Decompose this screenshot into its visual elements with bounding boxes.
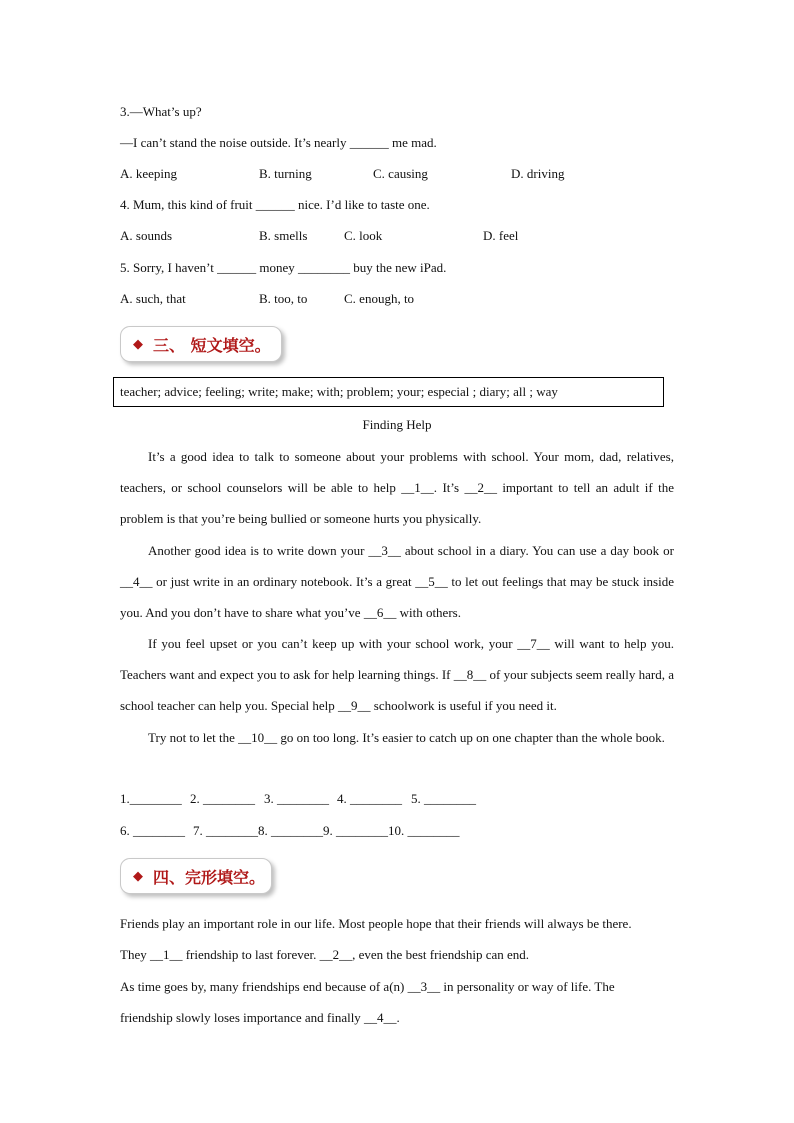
section4-header-text: 四、完形填空。 bbox=[153, 867, 266, 887]
answer-blank-3: 3. ________ bbox=[264, 791, 329, 806]
q4-line: 4. Mum, this kind of fruit ______ nice. I’d like to taste one. bbox=[120, 197, 430, 212]
q4-option-d: D. feel bbox=[483, 228, 519, 243]
q3-option-a: A. keeping bbox=[120, 166, 178, 181]
cloze-line-2: They __1__ friendship to last forever. __2__, even the best friendship can end. bbox=[120, 947, 530, 962]
q4-option-c: C. look bbox=[344, 228, 383, 243]
answer-blank-1: 1.________ bbox=[120, 791, 182, 806]
diamond-icon: ◆ bbox=[133, 868, 143, 883]
q5-option-b: B. too, to bbox=[259, 291, 308, 306]
q5-option-a: A. such, that bbox=[120, 291, 186, 306]
q5-line: 5. Sorry, I haven’t ______ money ________ buy the new iPad. bbox=[120, 260, 447, 275]
q5-option-c: C. enough, to bbox=[344, 291, 415, 306]
paragraph-2-text: Another good idea is to write down your __3__ about school in a diary. You can use a day book or __4__ or just write in an ordinary notebook. It’s a great __5__ to let out feelings that may be stuck inside you. And you don’t have to share what you’ve __6__ with others. bbox=[120, 543, 674, 621]
section3-header-text: 三、 短文填空。 bbox=[153, 335, 271, 355]
word-bank: teacher; advice; feeling; write; make; with; problem; your; especial ; diary; all ; way bbox=[113, 377, 664, 407]
paragraph-1-text: It’s a good idea to talk to someone about your problems with school. Your mom, dad, relatives, teachers, or school counselors will be able to help __1__. It’s __2__ important to tell an adult if the problem is that you’re being bullied or someone hurts you physically. bbox=[120, 449, 674, 527]
paragraph-3 bbox=[120, 628, 674, 722]
section4-header bbox=[120, 858, 272, 894]
q3-line2: —I can’t stand the noise outside. It’s nearly ______ me mad. bbox=[120, 135, 437, 150]
paragraph-1 bbox=[120, 441, 674, 535]
section3-header bbox=[120, 326, 282, 362]
answer-blank-4: 4. ________ bbox=[337, 791, 402, 806]
cloze-line-1: Friends play an important role in our life. Most people hope that their friends will always be there. bbox=[120, 916, 632, 931]
q3-line1: 3.—What’s up? bbox=[120, 104, 202, 119]
paragraph-4-text: Try not to let the __10__ go on too long. It’s easier to catch up on one chapter than the whole book. bbox=[148, 730, 665, 745]
q3-option-b: B. turning bbox=[259, 166, 312, 181]
q3-option-c: C. causing bbox=[373, 166, 428, 181]
paragraph-2 bbox=[120, 535, 674, 629]
q3-option-d: D. driving bbox=[511, 166, 565, 181]
q4-option-a: A. sounds bbox=[120, 228, 173, 243]
answer-blank-5: 5. ________ bbox=[411, 791, 476, 806]
cloze-line-4: friendship slowly loses importance and finally __4__. bbox=[120, 1010, 400, 1025]
q4-option-b: B. smells bbox=[259, 228, 308, 243]
answer-blanks-7-10: 7. ________8. ________9. ________10. ________ bbox=[193, 823, 460, 838]
paragraph-3-text: If you feel upset or you can’t keep up with your school work, your __7__ will want to help you. Teachers want and expect you to ask for help learning things. If __8__ of your subjects seem really hard, a school teacher can help you. Special help __9__ schoolwork is useful if you need it. bbox=[120, 636, 674, 714]
answer-blank-2: 2. ________ bbox=[190, 791, 255, 806]
answer-blank-6: 6. ________ bbox=[120, 823, 185, 838]
passage-title: Finding Help bbox=[362, 417, 432, 432]
paragraph-4 bbox=[120, 722, 674, 753]
cloze-line-3: As time goes by, many friendships end because of a(n) __3__ in personality or way of life. The bbox=[120, 979, 615, 994]
diamond-icon: ◆ bbox=[133, 336, 143, 351]
